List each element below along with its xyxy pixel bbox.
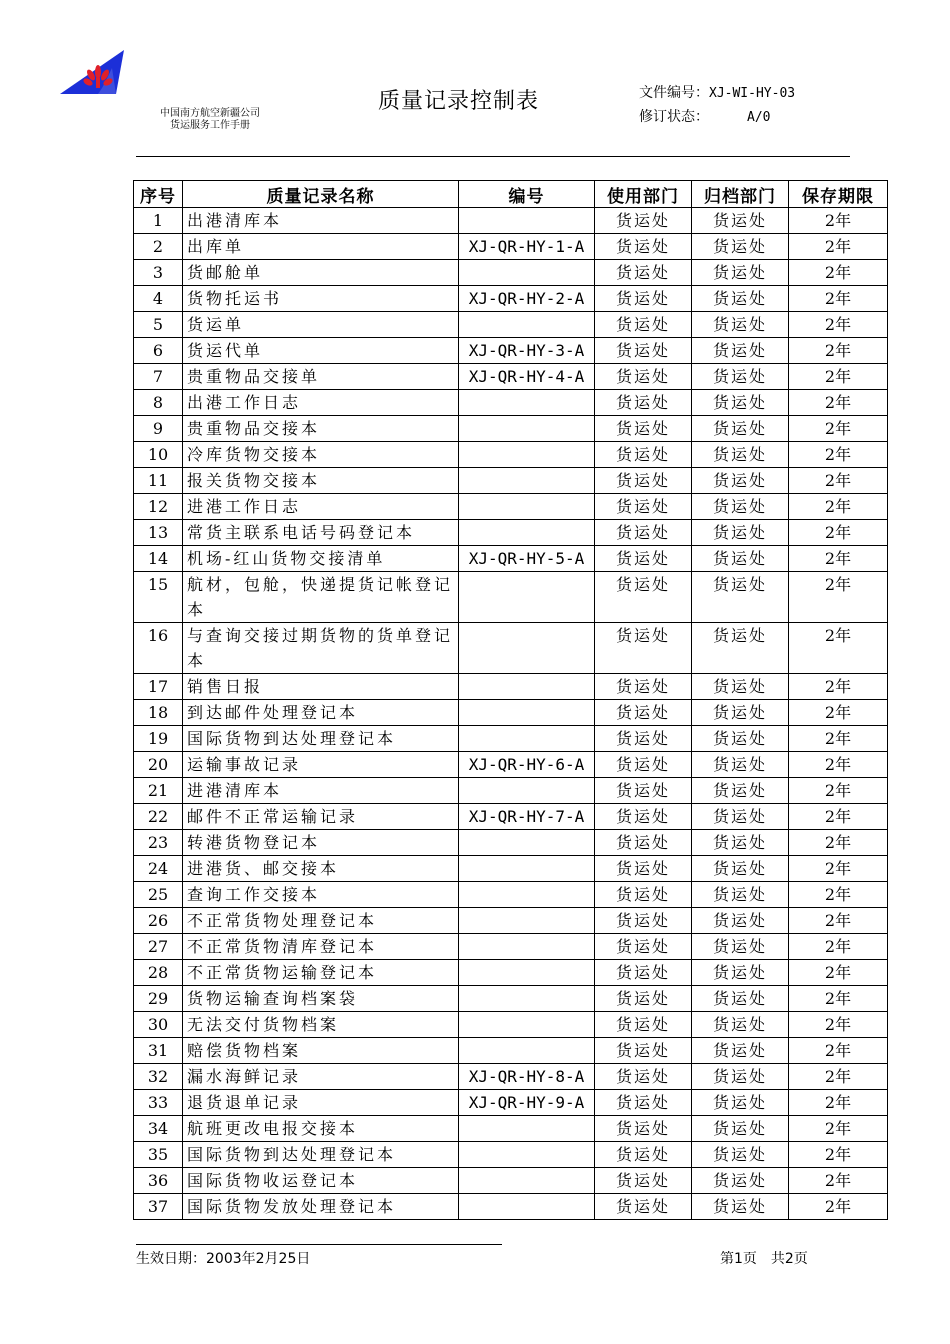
table-row — [134, 700, 888, 726]
table-row — [134, 882, 888, 908]
cell-code — [459, 494, 595, 520]
cell-name: 国际货物发放处理登记本 — [183, 1194, 459, 1220]
cell-dept: 货运处 — [595, 520, 692, 546]
cell-no: 6 — [134, 338, 183, 364]
cell-no: 15 — [134, 572, 183, 623]
cell-code — [459, 260, 595, 286]
cell-code — [459, 416, 595, 442]
cell-archive: 货运处 — [692, 778, 789, 804]
company-line2: 货运服务工作手册 — [170, 120, 250, 131]
cell-archive: 货运处 — [692, 700, 789, 726]
cell-dept: 货运处 — [595, 1116, 692, 1142]
table-row — [134, 986, 888, 1012]
cell-code — [459, 442, 595, 468]
cell-dept: 货运处 — [595, 442, 692, 468]
cell-name: 冷库货物交接本 — [183, 442, 459, 468]
cell-dept: 货运处 — [595, 1064, 692, 1090]
table-row — [134, 312, 888, 338]
cell-no: 3 — [134, 260, 183, 286]
cell-name: 与查询交接过期货物的货单登记本 — [183, 623, 459, 674]
cell-code — [459, 1038, 595, 1064]
cell-archive: 货运处 — [692, 674, 789, 700]
cell-name: 无法交付货物档案 — [183, 1012, 459, 1038]
cell-name: 国际货物到达处理登记本 — [183, 726, 459, 752]
cell-no: 32 — [134, 1064, 183, 1090]
cell-no: 22 — [134, 804, 183, 830]
cell-archive: 货运处 — [692, 1142, 789, 1168]
doc-number-label: 文件编号： — [639, 85, 709, 101]
cell-code — [459, 778, 595, 804]
cell-period: 2年 — [789, 700, 888, 726]
cell-period: 2年 — [789, 208, 888, 234]
cell-dept: 货运处 — [595, 986, 692, 1012]
table-row — [134, 234, 888, 260]
cell-code — [459, 674, 595, 700]
cell-no: 8 — [134, 390, 183, 416]
cell-no: 33 — [134, 1090, 183, 1116]
cell-period: 2年 — [789, 752, 888, 778]
cell-dept: 货运处 — [595, 1038, 692, 1064]
table-row — [134, 364, 888, 390]
cell-dept: 货运处 — [595, 804, 692, 830]
cell-period: 2年 — [789, 338, 888, 364]
table-row — [134, 1090, 888, 1116]
page-info: 第1页 共2页 — [720, 1251, 808, 1267]
cell-archive: 货运处 — [692, 1090, 789, 1116]
cell-dept: 货运处 — [595, 1012, 692, 1038]
cell-period: 2年 — [789, 520, 888, 546]
cell-archive: 货运处 — [692, 726, 789, 752]
cell-no: 34 — [134, 1116, 183, 1142]
cell-dept: 货运处 — [595, 468, 692, 494]
cell-code: XJ-QR-HY-3-A — [459, 338, 595, 364]
cell-period: 2年 — [789, 908, 888, 934]
cell-archive: 货运处 — [692, 468, 789, 494]
cell-no: 28 — [134, 960, 183, 986]
cell-code — [459, 830, 595, 856]
cell-period: 2年 — [789, 234, 888, 260]
cell-period: 2年 — [789, 778, 888, 804]
cell-no: 7 — [134, 364, 183, 390]
cell-code — [459, 1168, 595, 1194]
cell-no: 18 — [134, 700, 183, 726]
cell-period: 2年 — [789, 572, 888, 623]
cell-period: 2年 — [789, 726, 888, 752]
cell-code — [459, 1012, 595, 1038]
doc-number-row — [639, 82, 795, 102]
cell-dept: 货运处 — [595, 856, 692, 882]
cell-name: 报关货物交接本 — [183, 468, 459, 494]
cell-name: 出库单 — [183, 234, 459, 260]
cell-code — [459, 700, 595, 726]
cell-archive: 货运处 — [692, 908, 789, 934]
cell-name: 贵重物品交接单 — [183, 364, 459, 390]
cell-period: 2年 — [789, 494, 888, 520]
cell-dept: 货运处 — [595, 364, 692, 390]
cell-name: 贵重物品交接本 — [183, 416, 459, 442]
cell-dept: 货运处 — [595, 416, 692, 442]
cell-no: 9 — [134, 416, 183, 442]
header-archive: 归档部门 — [692, 181, 789, 208]
cell-period: 2年 — [789, 882, 888, 908]
cell-code: XJ-QR-HY-8-A — [459, 1064, 595, 1090]
cell-dept: 货运处 — [595, 234, 692, 260]
cell-period: 2年 — [789, 364, 888, 390]
cell-archive: 货运处 — [692, 260, 789, 286]
table-row — [134, 752, 888, 778]
cell-name: 不正常货物清库登记本 — [183, 934, 459, 960]
cell-code: XJ-QR-HY-7-A — [459, 804, 595, 830]
cell-code: XJ-QR-HY-9-A — [459, 1090, 595, 1116]
cell-no: 30 — [134, 1012, 183, 1038]
cell-no: 19 — [134, 726, 183, 752]
cell-dept: 货运处 — [595, 1090, 692, 1116]
cell-code — [459, 726, 595, 752]
header-name: 质量记录名称 — [183, 181, 459, 208]
cell-archive: 货运处 — [692, 416, 789, 442]
cell-name: 进港清库本 — [183, 778, 459, 804]
cell-dept: 货运处 — [595, 1142, 692, 1168]
table-row — [134, 442, 888, 468]
cell-no: 21 — [134, 778, 183, 804]
cell-dept: 货运处 — [595, 674, 692, 700]
cell-period: 2年 — [789, 934, 888, 960]
cell-name: 货运单 — [183, 312, 459, 338]
table-row — [134, 416, 888, 442]
cell-archive: 货运处 — [692, 882, 789, 908]
cell-name: 不正常货物运输登记本 — [183, 960, 459, 986]
cell-archive: 货运处 — [692, 804, 789, 830]
cell-no: 35 — [134, 1142, 183, 1168]
cell-no: 24 — [134, 856, 183, 882]
table-row — [134, 1168, 888, 1194]
cell-period: 2年 — [789, 546, 888, 572]
cell-code: XJ-QR-HY-4-A — [459, 364, 595, 390]
cell-no: 17 — [134, 674, 183, 700]
table-row — [134, 338, 888, 364]
revision-row — [639, 106, 770, 126]
header-code: 编号 — [459, 181, 595, 208]
cell-code — [459, 986, 595, 1012]
table-row — [134, 260, 888, 286]
cell-dept: 货运处 — [595, 700, 692, 726]
cell-name: 漏水海鲜记录 — [183, 1064, 459, 1090]
cell-archive: 货运处 — [692, 830, 789, 856]
cell-name: 退货退单记录 — [183, 1090, 459, 1116]
cell-period: 2年 — [789, 468, 888, 494]
table-row — [134, 494, 888, 520]
records-body — [134, 208, 888, 1220]
cell-dept: 货运处 — [595, 546, 692, 572]
cell-name: 航班更改电报交接本 — [183, 1116, 459, 1142]
cell-archive: 货运处 — [692, 390, 789, 416]
cell-period: 2年 — [789, 260, 888, 286]
table-row — [134, 572, 888, 623]
cell-archive: 货运处 — [692, 1194, 789, 1220]
cell-code — [459, 1116, 595, 1142]
cell-archive: 货运处 — [692, 520, 789, 546]
table-row — [134, 286, 888, 312]
table-row — [134, 804, 888, 830]
cell-code: XJ-QR-HY-1-A — [459, 234, 595, 260]
cell-period: 2年 — [789, 390, 888, 416]
cell-dept: 货运处 — [595, 286, 692, 312]
table-row — [134, 520, 888, 546]
cell-dept: 货运处 — [595, 1194, 692, 1220]
table-row — [134, 1142, 888, 1168]
document-title: 质量记录控制表 — [378, 89, 540, 114]
doc-number-value: XJ-WI-HY-03 — [709, 86, 796, 101]
cell-name: 出港工作日志 — [183, 390, 459, 416]
cell-period: 2年 — [789, 804, 888, 830]
cell-dept: 货运处 — [595, 572, 692, 623]
cell-code — [459, 1142, 595, 1168]
cell-name: 进港工作日志 — [183, 494, 459, 520]
cell-period: 2年 — [789, 623, 888, 674]
table-row — [134, 778, 888, 804]
cell-name: 国际货物到达处理登记本 — [183, 1142, 459, 1168]
cell-archive: 货运处 — [692, 286, 789, 312]
cell-no: 36 — [134, 1168, 183, 1194]
cell-no: 2 — [134, 234, 183, 260]
cell-dept: 货运处 — [595, 1168, 692, 1194]
cell-name: 机场-红山货物交接清单 — [183, 546, 459, 572]
cell-name: 货物托运书 — [183, 286, 459, 312]
cell-dept: 货运处 — [595, 752, 692, 778]
cell-no: 29 — [134, 986, 183, 1012]
effective-date: 生效日期：2003年2月25日 — [136, 1251, 311, 1267]
cell-archive: 货运处 — [692, 1038, 789, 1064]
cell-no: 31 — [134, 1038, 183, 1064]
table-row — [134, 1194, 888, 1220]
table-row — [134, 623, 888, 674]
cell-code — [459, 623, 595, 674]
company-logo-icon — [58, 48, 126, 96]
cell-period: 2年 — [789, 830, 888, 856]
footer-divider — [136, 1244, 502, 1245]
cell-no: 1 — [134, 208, 183, 234]
cell-dept: 货运处 — [595, 934, 692, 960]
cell-archive: 货运处 — [692, 312, 789, 338]
table-row — [134, 390, 888, 416]
revision-label: 修订状态： — [639, 109, 709, 125]
cell-archive: 货运处 — [692, 752, 789, 778]
cell-no: 26 — [134, 908, 183, 934]
revision-value: A/0 — [747, 110, 771, 125]
cell-code — [459, 208, 595, 234]
cell-archive: 货运处 — [692, 546, 789, 572]
cell-archive: 货运处 — [692, 1012, 789, 1038]
cell-no: 4 — [134, 286, 183, 312]
cell-archive: 货运处 — [692, 572, 789, 623]
cell-name: 常货主联系电话号码登记本 — [183, 520, 459, 546]
cell-period: 2年 — [789, 1012, 888, 1038]
cell-code — [459, 856, 595, 882]
cell-period: 2年 — [789, 1090, 888, 1116]
company-line1: 中国南方航空新疆公司 — [160, 108, 260, 119]
cell-no: 25 — [134, 882, 183, 908]
cell-archive: 货运处 — [692, 934, 789, 960]
cell-no: 16 — [134, 623, 183, 674]
cell-code — [459, 908, 595, 934]
cell-period: 2年 — [789, 674, 888, 700]
cell-period: 2年 — [789, 960, 888, 986]
cell-dept: 货运处 — [595, 882, 692, 908]
cell-dept: 货运处 — [595, 830, 692, 856]
cell-code — [459, 312, 595, 338]
table-row — [134, 908, 888, 934]
cell-code: XJ-QR-HY-2-A — [459, 286, 595, 312]
cell-period: 2年 — [789, 1142, 888, 1168]
table-row — [134, 726, 888, 752]
cell-no: 5 — [134, 312, 183, 338]
cell-period: 2年 — [789, 1038, 888, 1064]
table-row — [134, 1116, 888, 1142]
cell-no: 27 — [134, 934, 183, 960]
cell-archive: 货运处 — [692, 856, 789, 882]
cell-period: 2年 — [789, 856, 888, 882]
table-row — [134, 1064, 888, 1090]
cell-no: 20 — [134, 752, 183, 778]
cell-code — [459, 390, 595, 416]
cell-name: 国际货物收运登记本 — [183, 1168, 459, 1194]
cell-dept: 货运处 — [595, 260, 692, 286]
cell-dept: 货运处 — [595, 960, 692, 986]
cell-archive: 货运处 — [692, 364, 789, 390]
cell-period: 2年 — [789, 286, 888, 312]
cell-dept: 货运处 — [595, 390, 692, 416]
header-period: 保存期限 — [789, 181, 888, 208]
cell-archive: 货运处 — [692, 338, 789, 364]
cell-archive: 货运处 — [692, 1116, 789, 1142]
cell-archive: 货运处 — [692, 986, 789, 1012]
cell-dept: 货运处 — [595, 623, 692, 674]
cell-name: 查询工作交接本 — [183, 882, 459, 908]
cell-dept: 货运处 — [595, 312, 692, 338]
records-table — [133, 180, 888, 1220]
cell-code — [459, 520, 595, 546]
cell-code — [459, 468, 595, 494]
cell-dept: 货运处 — [595, 908, 692, 934]
cell-name: 货邮舱单 — [183, 260, 459, 286]
cell-no: 11 — [134, 468, 183, 494]
cell-archive: 货运处 — [692, 623, 789, 674]
header-divider — [136, 156, 850, 157]
cell-archive: 货运处 — [692, 494, 789, 520]
header-dept: 使用部门 — [595, 181, 692, 208]
cell-name: 销售日报 — [183, 674, 459, 700]
cell-name: 运输事故记录 — [183, 752, 459, 778]
cell-archive: 货运处 — [692, 1064, 789, 1090]
cell-code — [459, 882, 595, 908]
cell-name: 货物运输查询档案袋 — [183, 986, 459, 1012]
header-no: 序号 — [134, 181, 183, 208]
cell-period: 2年 — [789, 416, 888, 442]
cell-period: 2年 — [789, 1168, 888, 1194]
cell-code: XJ-QR-HY-5-A — [459, 546, 595, 572]
cell-period: 2年 — [789, 1194, 888, 1220]
table-row — [134, 1012, 888, 1038]
cell-archive: 货运处 — [692, 960, 789, 986]
cell-dept: 货运处 — [595, 778, 692, 804]
cell-archive: 货运处 — [692, 1168, 789, 1194]
table-row — [134, 1038, 888, 1064]
cell-no: 37 — [134, 1194, 183, 1220]
cell-no: 10 — [134, 442, 183, 468]
cell-period: 2年 — [789, 986, 888, 1012]
cell-code — [459, 960, 595, 986]
table-row — [134, 856, 888, 882]
cell-archive: 货运处 — [692, 442, 789, 468]
cell-dept: 货运处 — [595, 338, 692, 364]
cell-period: 2年 — [789, 312, 888, 338]
cell-dept: 货运处 — [595, 208, 692, 234]
cell-name: 不正常货物处理登记本 — [183, 908, 459, 934]
cell-name: 进港货、邮交接本 — [183, 856, 459, 882]
table-header-row — [134, 181, 888, 208]
cell-name: 航材，包舱，快递提货记帐登记本 — [183, 572, 459, 623]
cell-period: 2年 — [789, 442, 888, 468]
cell-name: 到达邮件处理登记本 — [183, 700, 459, 726]
cell-name: 邮件不正常运输记录 — [183, 804, 459, 830]
cell-no: 23 — [134, 830, 183, 856]
cell-no: 14 — [134, 546, 183, 572]
company-name — [160, 108, 260, 132]
cell-dept: 货运处 — [595, 726, 692, 752]
cell-period: 2年 — [789, 1064, 888, 1090]
table-row — [134, 546, 888, 572]
table-row — [134, 830, 888, 856]
cell-archive: 货运处 — [692, 234, 789, 260]
table-row — [134, 674, 888, 700]
table-row — [134, 960, 888, 986]
cell-no: 12 — [134, 494, 183, 520]
cell-code — [459, 572, 595, 623]
cell-archive: 货运处 — [692, 208, 789, 234]
cell-name: 货运代单 — [183, 338, 459, 364]
cell-code — [459, 1194, 595, 1220]
table-row — [134, 468, 888, 494]
cell-period: 2年 — [789, 1116, 888, 1142]
cell-name: 出港清库本 — [183, 208, 459, 234]
cell-code: XJ-QR-HY-6-A — [459, 752, 595, 778]
cell-no: 13 — [134, 520, 183, 546]
table-row — [134, 934, 888, 960]
cell-code — [459, 934, 595, 960]
cell-name: 转港货物登记本 — [183, 830, 459, 856]
cell-dept: 货运处 — [595, 494, 692, 520]
table-row — [134, 208, 888, 234]
cell-name: 赔偿货物档案 — [183, 1038, 459, 1064]
